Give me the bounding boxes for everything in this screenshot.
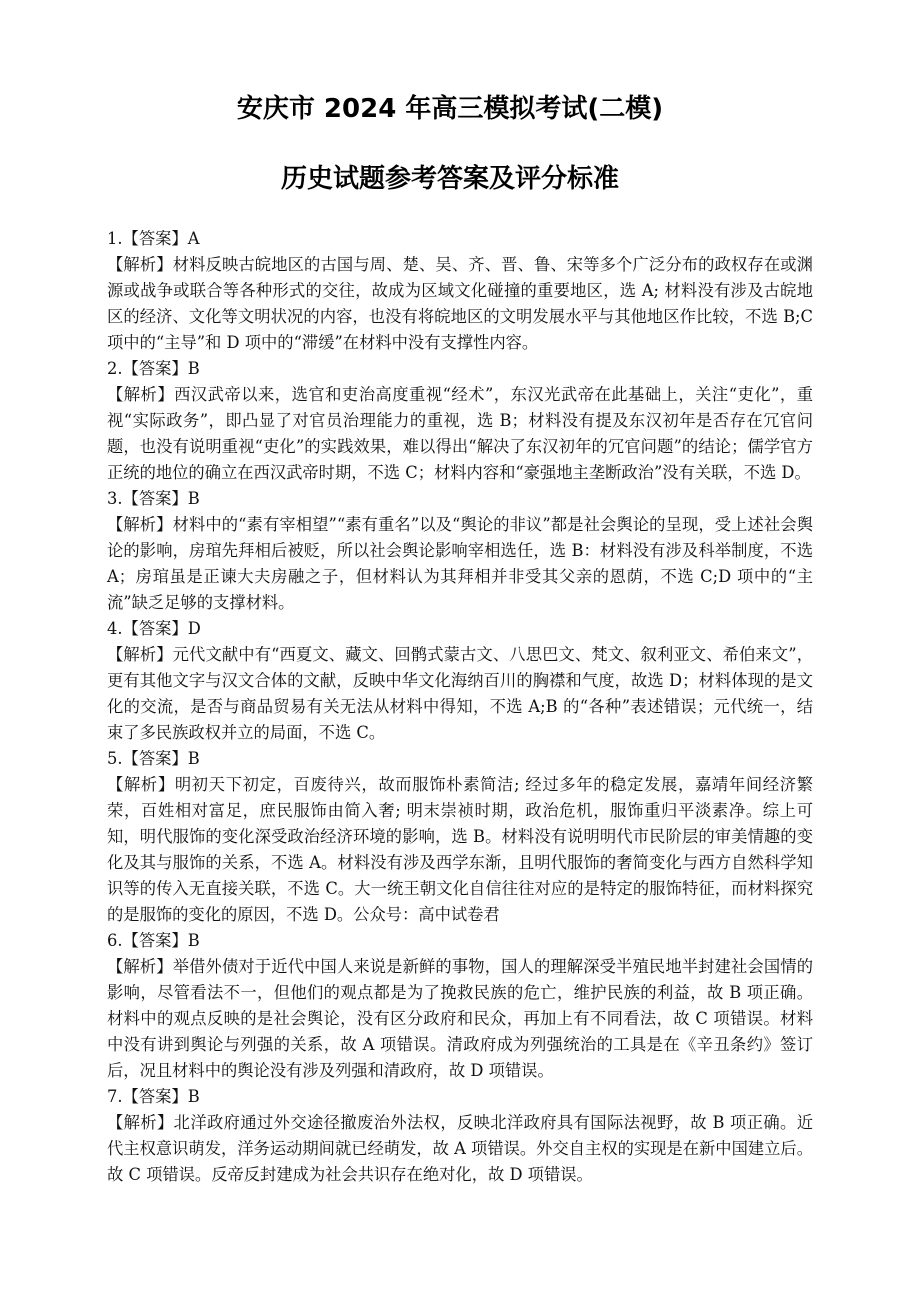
explanation-text: 材料中的“素有宰相望”“素有重名”以及“舆论的非议”都是社会舆论的呈现，受上述社会舆论的影响，房琯先拜相后被贬，所以社会舆论影响宰相选任，选 B：材料没有涉及科举制度，不选 A；房琯虽是正谏大夫房融之子，但材料认为其拜相并非受其父亲的恩荫，不选 C;D 项中的“主流”缺乏足够的支撑材料。 bbox=[107, 515, 813, 612]
question-number: 6. bbox=[107, 931, 123, 950]
answer-tag: 【答案】 bbox=[122, 1087, 188, 1106]
answer-line bbox=[107, 928, 813, 954]
answer-line bbox=[107, 356, 813, 382]
explanation bbox=[107, 382, 813, 486]
explanation-text: 举借外债对于近代中国人来说是新鲜的事物，国人的理解深受半殖民地半封建社会国情的影响，尽管看法不一，但他们的观点都是为了挽救民族的危亡，维护民族的利益，故 B 项正确。材料中的观点反映的是社会舆论，没有区分政府和民众，再加上有不同看法，故 C 项错误。材料中没有讲到舆论与列强的关系，故 A 项错误。清政府成为列强统治的工具是在《辛丑条约》签订后，况且材料中的舆论没有涉及列强和清政府，故 D 项错误。 bbox=[107, 957, 813, 1080]
question-block bbox=[107, 356, 813, 486]
explanation-tag: 【解析】 bbox=[107, 385, 175, 404]
explanation-text: 明初天下初定，百废待兴，故而服饰朴素简洁; 经过多年的稳定发展，嘉靖年间经济繁荣，百姓相对富足，庶民服饰由简入奢; 明末崇祯时期，政治危机，服饰重归平淡素净。综上可知，明代服饰的变化深受政治经济环境的影响，选 B。材料没有说明明代市民阶层的审美情趣的变化及其与服饰的关系，不选 A。材料没有涉及西学东渐，且明代服饰的奢简变化与西方自然科学知识等的传入无直接关联，不选 C。大一统王朝文化自信往往对应的是特定的服饰特征，而材料探究的是服饰的变化的原因，不选 D。公众号：高中试卷君 bbox=[107, 775, 813, 924]
answer-tag: 【答案】 bbox=[122, 229, 188, 248]
explanation-tag: 【解析】 bbox=[107, 645, 173, 664]
answer-tag: 【答案】 bbox=[122, 749, 188, 768]
question-block bbox=[107, 486, 813, 616]
answer-line bbox=[107, 486, 813, 512]
answer-value: B bbox=[187, 359, 200, 378]
answer-line bbox=[107, 616, 813, 642]
explanation-tag: 【解析】 bbox=[107, 775, 175, 794]
answer-tag: 【答案】 bbox=[122, 359, 188, 378]
question-block bbox=[107, 1084, 813, 1188]
question-number: 1. bbox=[107, 229, 123, 248]
question-number: 5. bbox=[107, 749, 123, 768]
answer-value: D bbox=[187, 619, 201, 638]
explanation bbox=[107, 252, 813, 356]
answer-tag: 【答案】 bbox=[122, 489, 188, 508]
answer-value: B bbox=[187, 931, 200, 950]
explanation-tag: 【解析】 bbox=[107, 255, 173, 274]
question-block bbox=[107, 616, 813, 746]
answer-value: B bbox=[187, 749, 200, 768]
answer-tag: 【答案】 bbox=[122, 931, 188, 950]
answer-value: B bbox=[187, 1087, 200, 1106]
explanation bbox=[107, 772, 813, 928]
question-number: 7. bbox=[107, 1087, 123, 1106]
question-block bbox=[107, 746, 813, 928]
answer-list bbox=[107, 226, 813, 1188]
explanation-text: 元代文献中有“西夏文、藏文、回鹘式蒙古文、八思巴文、梵文、叙利亚文、希伯来文”，更有其他文字与汉文合体的文献，反映中华文化海纳百川的胸襟和气度，故选 D；材料体现的是文化的交流，是否与商品贸易有关无法从材料中得知，不选 A;B 的“各种”表述错误；元代统一，结束了多民族政权并立的局面，不选 C。 bbox=[107, 645, 813, 742]
explanation-tag: 【解析】 bbox=[107, 957, 173, 976]
explanation bbox=[107, 642, 813, 746]
explanation-tag: 【解析】 bbox=[107, 515, 173, 534]
explanation-text: 西汉武帝以来，选官和吏治高度重视“经术”，东汉光武帝在此基础上，关注“吏化”，重视“实际政务”，即凸显了对官员治理能力的重视，选 B；材料没有提及东汉初年是否存在冗官问题，也没有说明重视“吏化”的实践效果，难以得出“解决了东汉初年的冗官问题”的结论；儒学官方正统的地位的确立在西汉武帝时期，不选 C；材料内容和“豪强地主垄断政治”没有关联，不选 D。 bbox=[107, 385, 813, 482]
answer-line bbox=[107, 746, 813, 772]
answer-value: B bbox=[187, 489, 200, 508]
explanation-text: 材料反映古皖地区的古国与周、楚、吴、齐、晋、鲁、宋等多个广泛分布的政权存在或渊源或战争或联合等各种形式的交往，故成为区域文化碰撞的重要地区，选 A; 材料没有涉及古皖地区的经济、文化等文明状况的内容，也没有将皖地区的文明发展水平与其他地区作比较，不选 B;C 项中的“主导”和 D 项中的“滞缓”在材料中没有支撑性内容。 bbox=[107, 255, 813, 352]
explanation bbox=[107, 954, 813, 1084]
explanation bbox=[107, 512, 813, 616]
answer-tag: 【答案】 bbox=[122, 619, 188, 638]
page-title: 安庆市 2024 年高三模拟考试(二模) bbox=[236, 94, 664, 124]
answer-line bbox=[107, 1084, 813, 1110]
question-number: 4. bbox=[107, 619, 123, 638]
question-number: 3. bbox=[107, 489, 123, 508]
question-block bbox=[107, 226, 813, 356]
explanation-tag: 【解析】 bbox=[107, 1113, 174, 1132]
answer-line bbox=[107, 226, 813, 252]
explanation-text: 北洋政府通过外交途径撤废治外法权，反映北洋政府具有国际法视野，故 B 项正确。近代主权意识萌发，洋务运动期间就已经萌发，故 A 项错误。外交自主权的实现是在新中国建立后。故 C 项错误。反帝反封建成为社会共识存在绝对化，故 D 项错误。 bbox=[107, 1113, 813, 1184]
question-number: 2. bbox=[107, 359, 123, 378]
question-block bbox=[107, 928, 813, 1084]
page-subtitle: 历史试题参考答案及评分标准 bbox=[280, 164, 619, 194]
explanation bbox=[107, 1110, 813, 1188]
answer-value: A bbox=[187, 229, 200, 248]
